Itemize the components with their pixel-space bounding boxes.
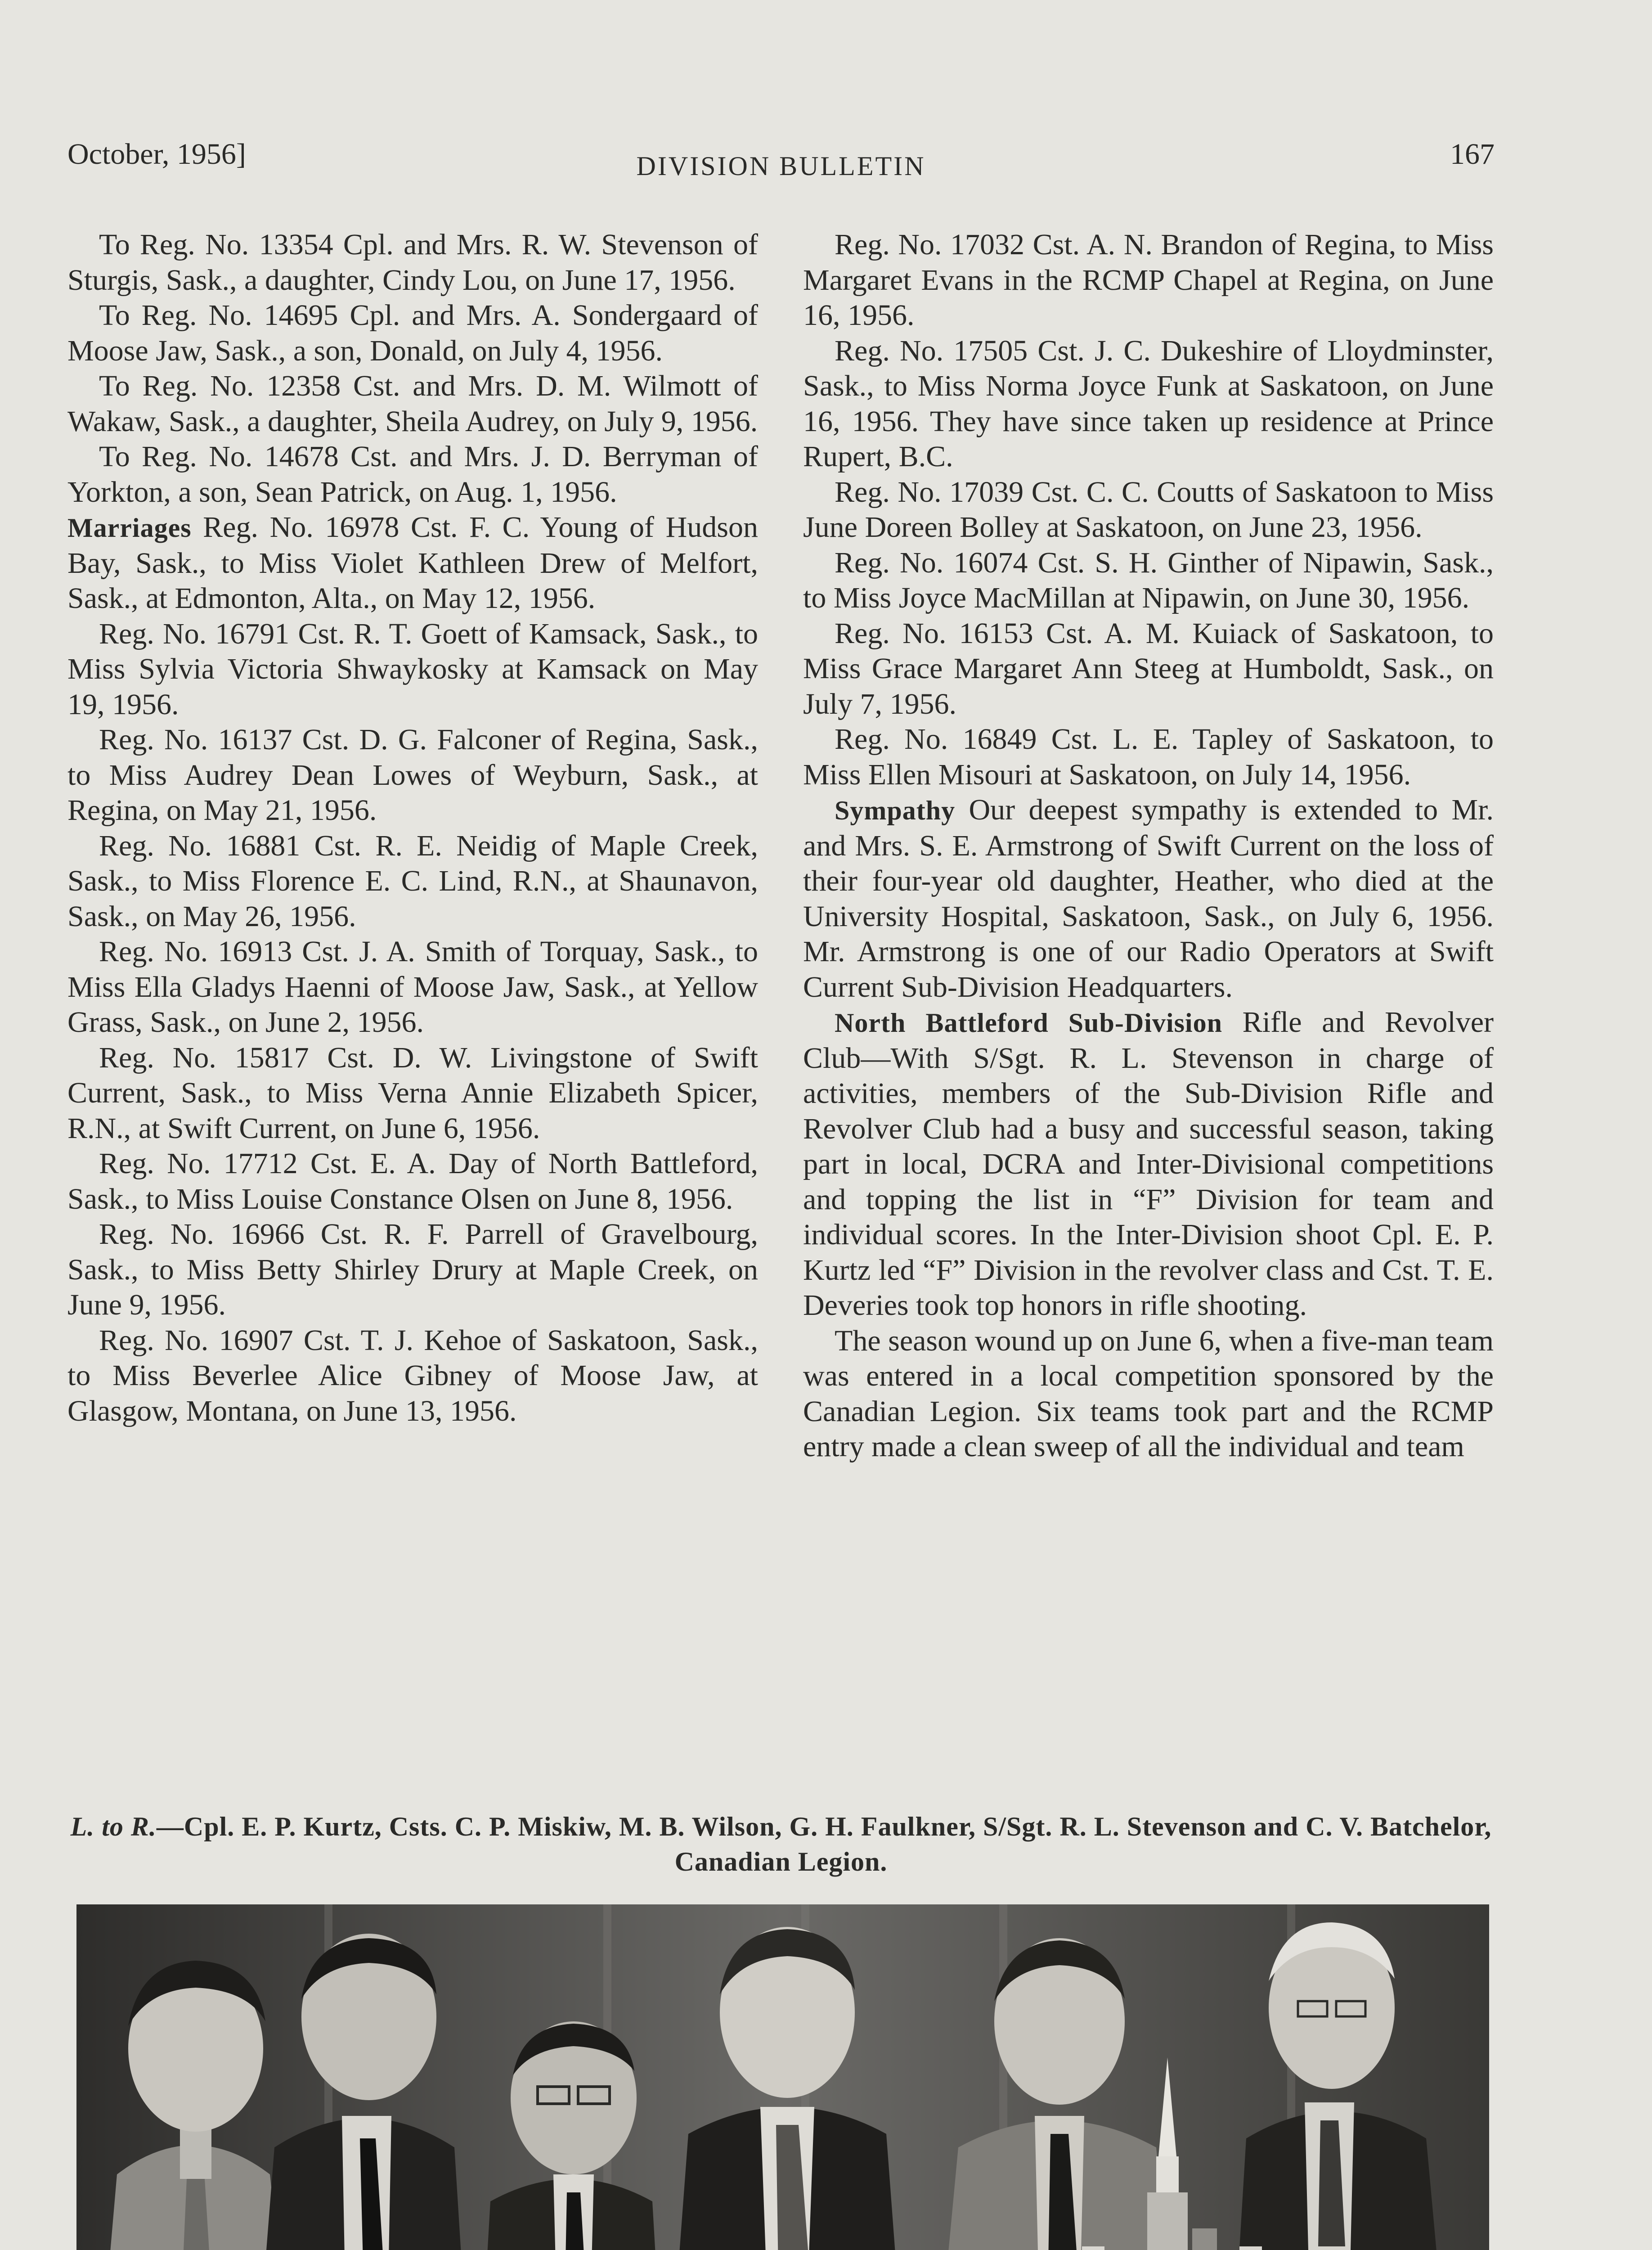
paragraph [67, 510, 758, 616]
paragraph: To Reg. No. 14695 Cpl. and Mrs. A. Sondergaard of Moose Jaw, Sask., a son, Donald, on July 4, 1956. [67, 299, 758, 367]
paragraph [803, 792, 1494, 1005]
paragraph-text: Our deepest sympathy is extended to Mr. and Mrs. S. E. Armstrong of Swift Current on the loss of their four-year old daughter, Heather, who died at the University Hospital, Saskatoon, Sask., on July 6, 1956. Mr. Armstrong is one of our Radio Operators at Swift Current Sub-Division Headquarters. [803, 793, 1494, 1004]
paragraph: To Reg. No. 12358 Cst. and Mrs. D. M. Wilmott of Wakaw, Sask., a daughter, Sheila Audrey, on July 9, 1956. [67, 369, 758, 438]
paragraph: Reg. No. 16913 Cst. J. A. Smith of Torquay, Sask., to Miss Ella Gladys Haenni of Moose Jaw, Sask., at Yellow Grass, Sask., on June 2, 1956. [67, 935, 758, 1039]
paragraph: Reg. No. 16881 Cst. R. E. Neidig of Maple Creek, Sask., to Miss Florence E. C. Lind, R.N., at Shaunavon, Sask., on May 26, 1956. [67, 829, 758, 933]
caption-text: —Cpl. E. P. Kurtz, Csts. C. P. Miskiw, M. B. Wilson, G. H. Faulkner, S/Sgt. R. L. Stevenson and C. V. Batchelor, Canadian Legion. [156, 1812, 1492, 1876]
paragraph: Reg. No. 16849 Cst. L. E. Tapley of Saskatoon, to Miss Ellen Misouri at Saskatoon, on July 14, 1956. [803, 723, 1494, 791]
paragraph: Reg. No. 16966 Cst. R. F. Parrell of Gravelbourg, Sask., to Miss Betty Shirley Drury at Maple Creek, on June 9, 1956. [67, 1218, 758, 1321]
paragraph: To Reg. No. 14678 Cst. and Mrs. J. D. Berryman of Yorkton, a son, Sean Patrick, on Aug. 1, 1956. [67, 440, 758, 508]
paragraph [803, 1005, 1494, 1323]
paragraph: Reg. No. 16791 Cst. R. T. Goett of Kamsack, Sask., to Miss Sylvia Victoria Shwaykosky at Kamsack on May 19, 1956. [67, 617, 758, 721]
paragraph: To Reg. No. 13354 Cpl. and Mrs. R. W. Stevenson of Sturgis, Sask., a daughter, Cindy Lou, on June 17, 1956. [67, 228, 758, 297]
right-column [803, 227, 1494, 1465]
photo-illustration [76, 1904, 1489, 2250]
paragraph-text: Reg. No. 16978 Cst. F. C. Young of Hudson Bay, Sask., to Miss Violet Kathleen Drew of Melfort, Sask., at Edmonton, Alta., on May 12, 1956. [67, 511, 758, 615]
group-photograph [76, 1904, 1489, 2250]
caption-lead: L. to R. [70, 1812, 157, 1841]
paragraph: Reg. No. 16074 Cst. S. H. Ginther of Nipawin, Sask., to Miss Joyce MacMillan at Nipawin, on June 30, 1956. [803, 546, 1494, 614]
page-header [67, 137, 1495, 187]
paragraph-text: Rifle and Revolver Club—With S/Sgt. R. L. Stevenson in charge of activities, members of the Sub-Division Rifle and Revolver Club had a busy and successful season, taking part in local, DCRA and Inter-Divisional competitions and topping the list in “F” Division for team and individual scores. In the Inter-Division shoot Cpl. E. P. Kurtz led “F” Division in the revolver class and Cst. T. E. Deveries took top honors in rifle shooting. [803, 1006, 1494, 1322]
paragraph: Reg. No. 17505 Cst. J. C. Dukeshire of Lloydminster, Sask., to Miss Norma Joyce Funk at Saskatoon, on June 16, 1956. They have since taken up residence at Prince Rupert, B.C. [803, 334, 1494, 473]
paragraph: Reg. No. 17712 Cst. E. A. Day of North Battleford, Sask., to Miss Louise Constance Olsen on June 8, 1956. [67, 1147, 758, 1215]
section-heading-sympathy: Sympathy [835, 796, 956, 825]
page-number: 167 [1450, 138, 1495, 171]
paragraph: Reg. No. 17039 Cst. C. C. Coutts of Saskatoon to Miss June Doreen Bolley at Saskatoon, on June 23, 1956. [803, 475, 1494, 544]
paragraph: Reg. No. 15817 Cst. D. W. Livingstone of Swift Current, Sask., to Miss Verna Annie Elizabeth Spicer, R.N., at Swift Current, on June 6, 1956. [67, 1041, 758, 1145]
paragraph: Reg. No. 16137 Cst. D. G. Falconer of Regina, Sask., to Miss Audrey Dean Lowes of Weyburn, Sask., at Regina, on May 21, 1956. [67, 723, 758, 827]
paragraph: Reg. No. 16907 Cst. T. J. Kehoe of Saskatoon, Sask., to Miss Beverlee Alice Gibney of Moose Jaw, at Glasgow, Montana, on June 13, 1956. [67, 1323, 758, 1427]
section-heading-north-battleford: North Battleford Sub-Division [835, 1008, 1222, 1038]
paragraph: Reg. No. 17032 Cst. A. N. Brandon of Regina, to Miss Margaret Evans in the RCMP Chapel at Regina, on June 16, 1956. [803, 228, 1494, 332]
publication-title: DIVISION BULLETIN [636, 151, 926, 181]
paragraph: The season wound up on June 6, when a five-man team was entered in a local competition sponsored by the Canadian Legion. Six teams took part and the RCMP entry made a clean sweep of all the individual and team [803, 1324, 1494, 1463]
left-column [67, 227, 758, 1429]
photo-caption [67, 1809, 1495, 1879]
issue-date: October, 1956] [67, 138, 246, 171]
paragraph: Reg. No. 16153 Cst. A. M. Kuiack of Saskatoon, to Miss Grace Margaret Ann Steeg at Humboldt, Sask., on July 7, 1956. [803, 616, 1494, 720]
section-heading-marriages: Marriages [67, 513, 192, 543]
